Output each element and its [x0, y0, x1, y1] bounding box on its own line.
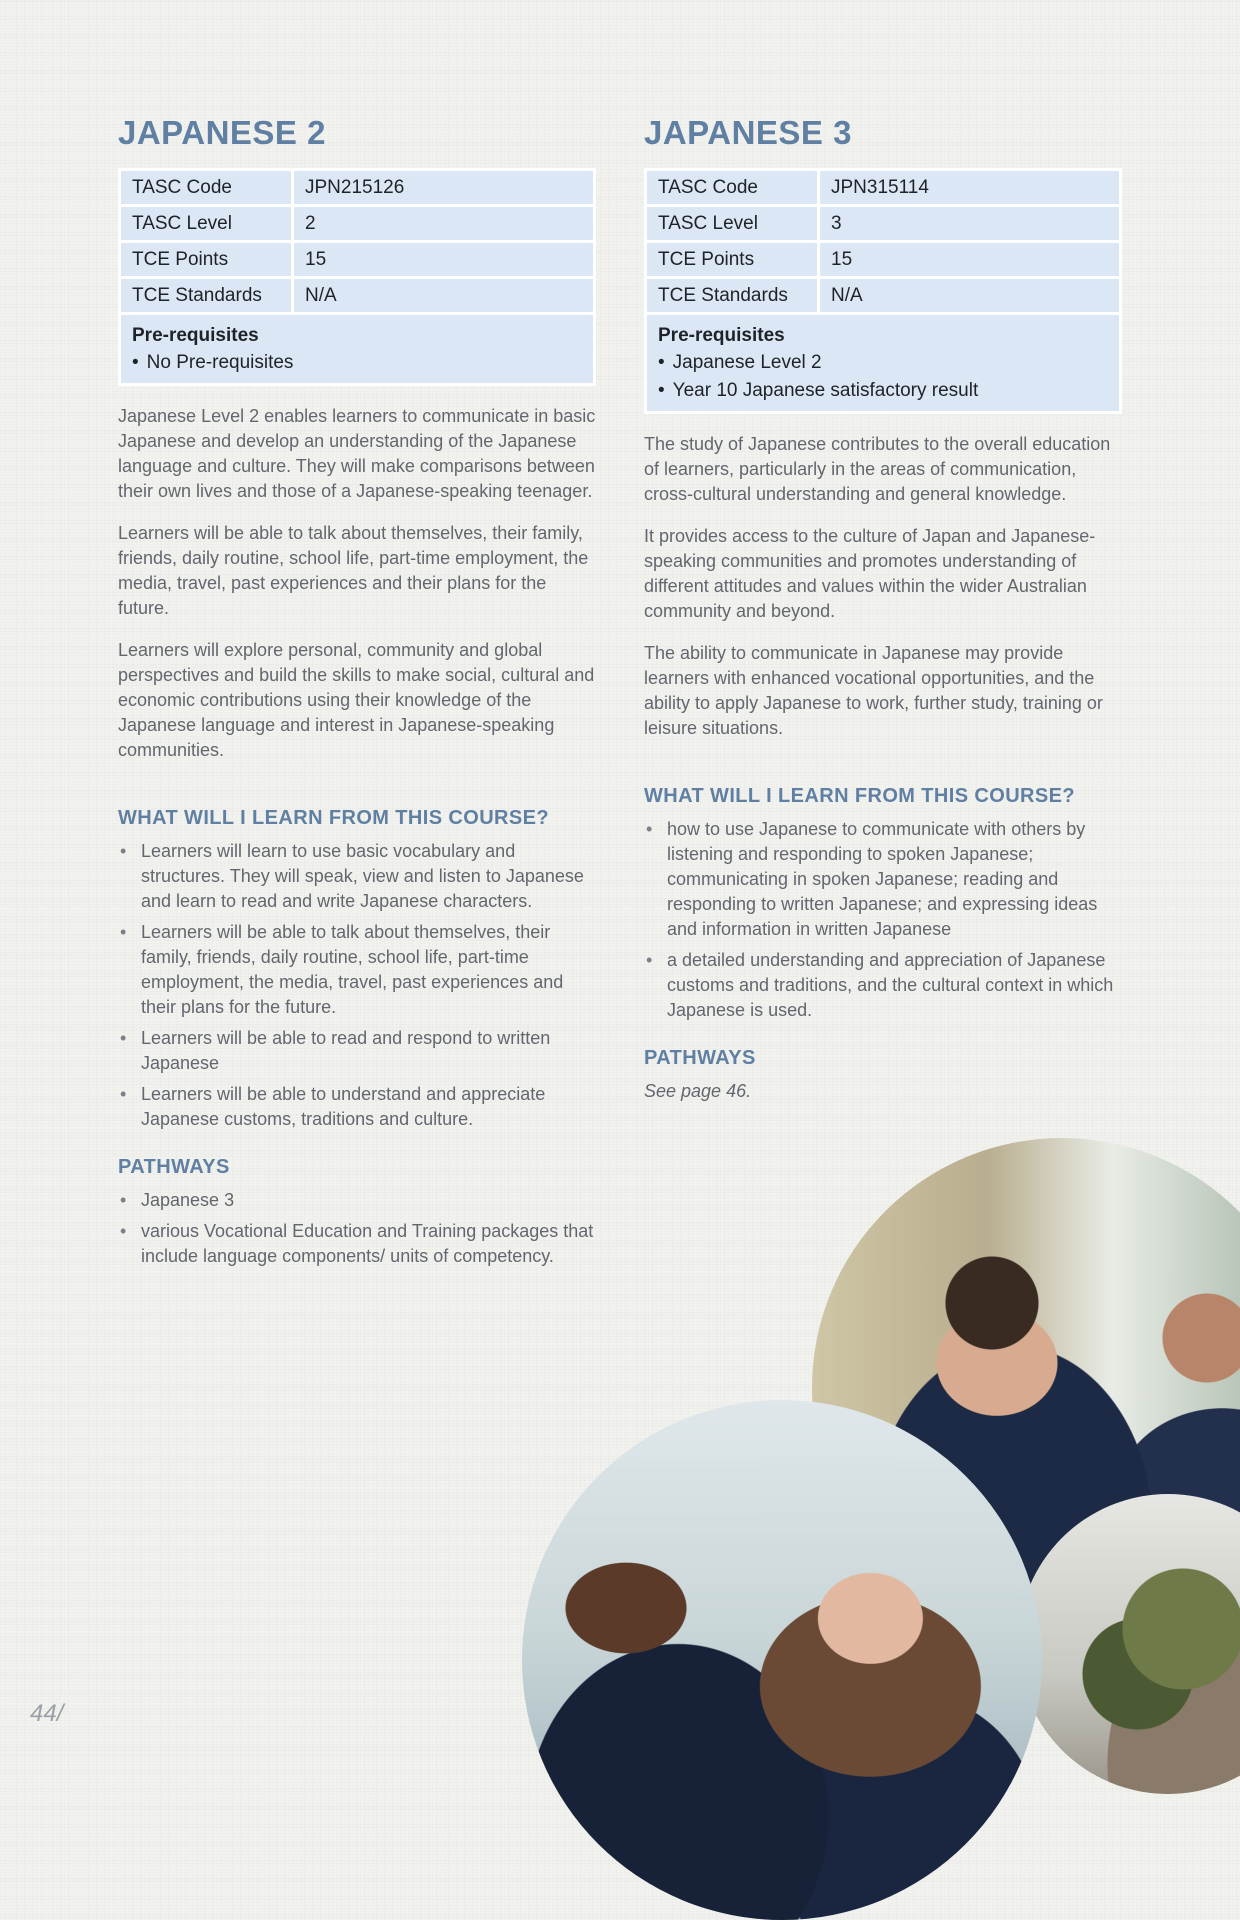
info-key: TASC Code — [646, 170, 819, 206]
table-row — [646, 206, 1121, 242]
learn-heading: WHAT WILL I LEARN FROM THIS COURSE? — [118, 807, 550, 829]
info-value: N/A — [293, 278, 595, 314]
info-value: 15 — [293, 242, 595, 278]
description-paragraph: Learners will be able to talk about themselves, their family, friends, daily routine, school life, part-time employment, the media, travel, past experiences and their plans for the future. — [118, 523, 589, 618]
info-value: 3 — [819, 206, 1121, 242]
course-column-japanese-3 — [644, 112, 1122, 1104]
info-value: 15 — [819, 242, 1121, 278]
list-item: • Learners will learn to use basic vocabulary and structures. They will speak, view and listen to Japanese and learn to read and write Japanese characters. — [118, 839, 596, 914]
list-item: • Learners will be able to understand and appreciate Japanese customs, traditions and culture. — [118, 1082, 596, 1132]
info-key: TCE Standards — [120, 278, 293, 314]
prerequisites-row — [646, 314, 1121, 413]
table-row — [646, 242, 1121, 278]
list-item: • Japanese 3 — [118, 1188, 596, 1213]
course-info-table — [118, 168, 596, 386]
info-key: TASC Code — [120, 170, 293, 206]
prerequisite-item: • Year 10 Japanese satisfactory result — [658, 377, 1108, 405]
list-item: • Learners will be able to talk about themselves, their family, friends, daily routine, school life, part-time employment, the media, travel, past experiences and their plans for the future. — [118, 920, 596, 1020]
pathways-note: See page 46. — [644, 1081, 752, 1101]
table-row — [120, 278, 595, 314]
description-paragraph: Learners will explore personal, community and global perspectives and build the skills to make social, cultural and economic contributions using their knowledge of the Japanese language and interest in Japanese-speaking communities. — [118, 640, 595, 760]
info-key: TASC Level — [646, 206, 819, 242]
table-row — [646, 278, 1121, 314]
learn-list — [118, 839, 596, 1132]
pathways-heading: PATHWAYS — [118, 1156, 230, 1178]
description-paragraph: The study of Japanese contributes to the overall education of learners, particularly in the areas of communication, cross-cultural understanding and general knowledge. — [644, 434, 1111, 504]
list-item: • Learners will be able to read and respond to written Japanese — [118, 1026, 596, 1076]
info-value: 2 — [293, 206, 595, 242]
pathways-heading: PATHWAYS — [644, 1047, 756, 1069]
prerequisites-cell — [120, 314, 595, 385]
course-column-japanese-2 — [118, 112, 596, 1275]
description-paragraph: The ability to communicate in Japanese may provide learners with enhanced vocational opportunities, and the ability to apply Japanese to work, further study, training or leisure situations. — [644, 643, 1103, 738]
prerequisites-row — [120, 314, 595, 385]
prerequisite-item: • Japanese Level 2 — [658, 349, 1108, 377]
prerequisites-title: Pre-requisites — [132, 325, 259, 346]
list-item: • various Vocational Education and Training packages that include language components/ units of competency. — [118, 1219, 596, 1269]
table-row — [120, 206, 595, 242]
info-key: TCE Standards — [646, 278, 819, 314]
course-info-table — [644, 168, 1122, 414]
info-key: TASC Level — [120, 206, 293, 242]
prerequisite-item: • No Pre-requisites — [132, 349, 582, 377]
list-item: • how to use Japanese to communicate with others by listening and responding to spoken Japanese; communicating in spoken Japanese; reading and responding to written Japanese; and expressing ideas and information in written Japanese — [644, 817, 1122, 942]
prerequisites-cell — [646, 314, 1121, 413]
description-paragraph: It provides access to the culture of Japan and Japanese-speaking communities and promotes understanding of different attitudes and values within the wider Australian community and beyond. — [644, 526, 1096, 621]
prerequisites-title: Pre-requisites — [658, 325, 785, 346]
info-value: JPN215126 — [293, 170, 595, 206]
learn-heading: WHAT WILL I LEARN FROM THIS COURSE? — [644, 785, 1076, 807]
info-key: TCE Points — [120, 242, 293, 278]
info-key: TCE Points — [646, 242, 819, 278]
table-row — [120, 242, 595, 278]
pathways-section — [644, 1045, 1122, 1104]
table-row — [646, 170, 1121, 206]
pathways-list — [118, 1188, 596, 1269]
table-row — [120, 170, 595, 206]
description-paragraph: Japanese Level 2 enables learners to communicate in basic Japanese and develop an understanding of the Japanese language and culture. They will make comparisons between their own lives and those of a Japanese-speaking teenager. — [118, 406, 596, 501]
info-value: JPN315114 — [819, 170, 1121, 206]
students-smiling-photo — [522, 1400, 1042, 1920]
course-title: JAPANESE 2 — [118, 114, 326, 151]
list-item: • a detailed understanding and appreciation of Japanese customs and traditions, and the cultural context in which Japanese is used. — [644, 948, 1122, 1023]
learn-list — [644, 817, 1122, 1023]
info-value: N/A — [819, 278, 1121, 314]
course-title: JAPANESE 3 — [644, 114, 852, 151]
page-number: 44/ — [30, 1700, 64, 1727]
